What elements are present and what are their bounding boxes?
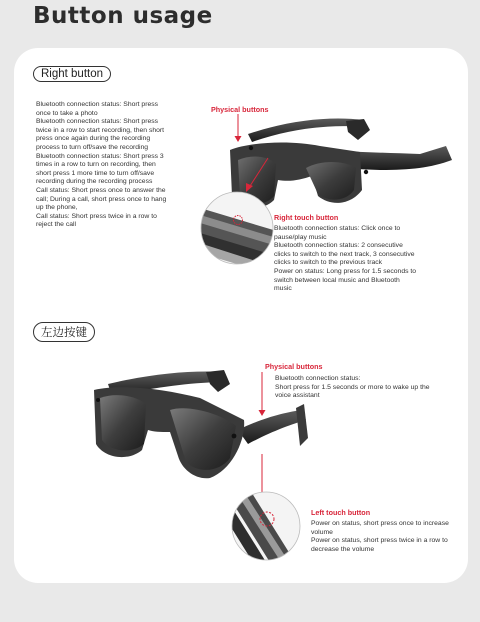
- text-line: Power on status, short press twice in a row to: [311, 537, 448, 545]
- text-line: Power on status, short press once to increase: [311, 520, 449, 527]
- text-line: short press 1 more time to turn off/save: [36, 169, 155, 177]
- text-line: up the phone,: [36, 204, 78, 212]
- text-line: Power on status: Long press for 1.5 seconds to: [274, 267, 417, 275]
- text-line: Bluetooth connection status: Short press: [36, 101, 159, 108]
- text-line: voice assistant: [275, 392, 320, 400]
- text-line: once to take a photo: [36, 109, 98, 117]
- text-line: reject the call: [36, 221, 77, 229]
- text-line: Bluetooth connection status: Short press: [36, 118, 159, 126]
- right-touch-button-label: Right touch button: [274, 213, 339, 222]
- text-line: pause/play music: [274, 233, 327, 241]
- left-touch-button-label: Left touch button: [311, 508, 371, 517]
- right-physical-buttons-label: Physical buttons: [211, 105, 269, 114]
- text-line: Short press for 1.5 seconds or more to wake up the: [275, 383, 430, 391]
- text-line: Bluetooth connection status:: [275, 375, 361, 382]
- left-touch-instructions: [311, 520, 449, 554]
- text-line: call; During a call, short press once to hang: [36, 195, 167, 203]
- text-line: times in a row to turn on recording, then: [36, 161, 156, 169]
- text-line: decrease the volume: [311, 545, 375, 553]
- text-line: volume: [311, 528, 333, 536]
- text-line: press once again during the recording: [36, 135, 151, 143]
- text-line: Bluetooth connection status: Click once to: [274, 225, 401, 232]
- text-line: Bluetooth connection status: Short press 3: [36, 152, 164, 160]
- text-line: process to turn off/save the recording: [36, 143, 149, 151]
- right-button-tag: Right button: [33, 66, 111, 82]
- page-title: Button usage: [33, 3, 213, 29]
- text-line: Bluetooth connection status: 2 consecutive: [274, 242, 403, 250]
- text-line: recording during the recording process: [36, 178, 153, 186]
- text-line: clicks to switch to the next track, 3 consecutive: [274, 250, 415, 258]
- text-line: switch between local music and Bluetooth: [274, 276, 400, 284]
- text-line: Call status: Short press twice in a row to: [36, 212, 157, 220]
- text-line: clicks to switch to the previous track: [274, 259, 383, 267]
- text-line: music: [274, 285, 292, 293]
- left-button-tag: 左边按键: [33, 322, 95, 342]
- left-physical-buttons-label: Physical buttons: [265, 362, 323, 371]
- text-line: Call status: Short press once to answer the: [36, 186, 166, 194]
- text-line: twice in a row to start recording, then short: [36, 126, 165, 134]
